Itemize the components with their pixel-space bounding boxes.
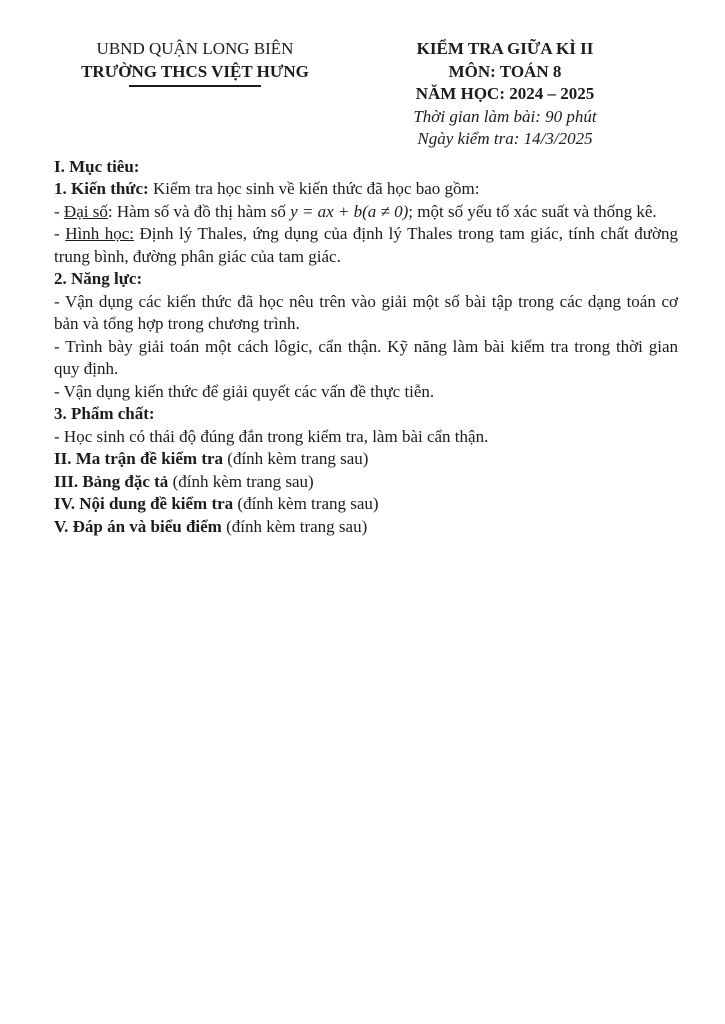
paragraph-text: (đính kèm trang sau) [223,449,369,468]
paragraph-text: (đính kèm trang sau) [233,494,379,513]
school-year: NĂM HỌC: 2024 – 2025 [415,84,595,103]
paragraph-text: Kiểm tra học sinh về kiến thức đã học bao gồm: [148,179,480,198]
exam-header-block [362,38,648,151]
exam-duration: Thời gian làm bài: 90 phút [413,106,597,126]
paragraph-text: ; một số yếu tố xác suất và thống kê. [408,201,657,221]
paragraph-text: (đính kèm trang sau) [168,471,314,491]
paragraph-text: (đính kèm trang sau) [221,516,368,536]
paragraph-text: - Trình bày giải toán một cách lôgic, cẩn thận. Kỹ năng làm bài kiểm tra trong thời gian quy định. [54,336,678,378]
dash-prefix: - [54,201,64,221]
para-kien-thuc [54,178,678,201]
school-name: TRƯỜNG THCS VIỆT HƯNG [81,61,309,81]
header-underline-rule [129,85,261,87]
heading-dap-an [54,516,678,539]
heading-ma-tran [54,448,678,471]
underlined-term: Hình học: [65,224,134,243]
section-heading-text: I. Mục tiêu: [54,156,140,176]
heading-nang-luc [54,268,678,291]
section-heading-text: IV. Nội dung đề kiểm tra [54,494,234,513]
paragraph-text: - Học sinh có thái độ đúng đắn trong kiểm tra, làm bài cẩn thận. [54,426,489,446]
para-dai-so [54,201,678,224]
heading-noi-dung [54,493,678,516]
document-header [54,38,678,151]
section-heading-text: II. Ma trận đề kiểm tra [54,449,224,468]
section-heading-text: 2. Năng lực: [54,269,143,288]
math-expression: y = ax + b(a ≠ 0) [290,201,409,221]
underlined-term: Đại số [63,201,108,221]
para-van-dung-kien-thuc [54,291,678,336]
paragraph-lead-bold: 1. Kiến thức: [54,179,149,198]
exam-subject: MÔN: TOÁN 8 [448,61,562,81]
heading-muc-tieu [54,156,678,179]
section-heading-text: V. Đáp án và biểu điểm [54,516,222,536]
para-trinh-bay [54,336,678,381]
heading-pham-chat [54,403,678,426]
department-name: UBND QUẬN LONG BIÊN [96,39,294,58]
paragraph-text: - Vận dụng các kiến thức đã học nêu trên vào giải một số bài tập trong các dạng toán cơ bản và tổng hợp trong chương trình. [54,291,678,333]
section-heading-text: III. Bảng đặc tả [54,471,169,491]
para-van-dung-thuc-tien [54,381,678,404]
paragraph-text: Định lý Thales, ứng dụng của định lý Thales trong tam giác, tính chất đường trung bình, đường phân giác của tam giác. [54,224,678,266]
section-heading-text: 3. Phẩm chất: [54,404,155,423]
heading-bang-dac-ta [54,471,678,494]
paragraph-text: - Vận dụng kiến thức để giải quyết các vấn đề thực tiễn. [54,381,435,401]
para-hoc-sinh-thai-do [54,426,678,449]
exam-title: KIỂM TRA GIỮA KÌ II [416,39,594,58]
dash-prefix: - [54,224,66,243]
paragraph-text: : Hàm số và đồ thị hàm số [107,201,291,221]
document-body [54,156,678,539]
exam-date: Ngày kiểm tra: 14/3/2025 [417,129,593,148]
para-hinh-hoc [54,223,678,268]
school-header-block [54,38,336,87]
